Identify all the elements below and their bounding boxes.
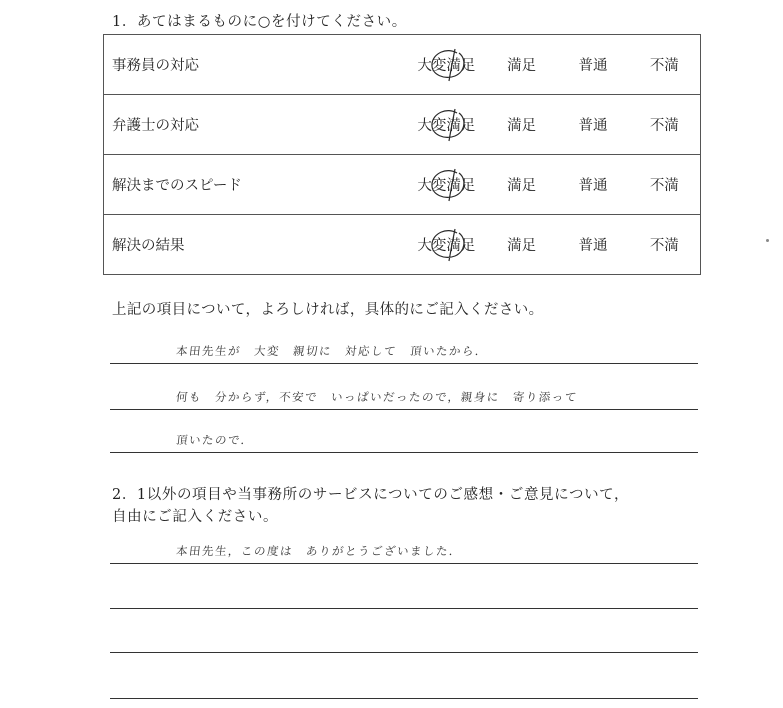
writing-line xyxy=(110,452,698,453)
row-label: 解決の結果 xyxy=(104,215,407,275)
hand-drawn-circle-mark xyxy=(427,227,471,263)
survey-row xyxy=(104,215,701,275)
option-cell[interactable] xyxy=(629,155,701,215)
option-label: 不満 xyxy=(649,118,679,134)
option-label: 普通 xyxy=(578,178,608,194)
satisfaction-table xyxy=(103,34,701,275)
option-label: 大変満足 xyxy=(417,178,476,194)
option-cell[interactable] xyxy=(407,155,486,215)
writing-line xyxy=(110,563,698,564)
writing-line xyxy=(110,698,698,699)
comment-instruction: 上記の項目について，よろしければ，具体的にご記入ください。 xyxy=(112,302,544,318)
option-label: 普通 xyxy=(578,118,608,134)
question-2-heading xyxy=(112,484,629,528)
survey-row xyxy=(104,155,701,215)
writing-line xyxy=(110,652,698,653)
survey-row xyxy=(104,95,701,155)
writing-line xyxy=(110,608,698,609)
handwritten-comment: 頂いたので． xyxy=(175,433,255,447)
option-cell[interactable] xyxy=(486,215,557,275)
option-label: 満足 xyxy=(507,178,537,194)
row-label: 弁護士の対応 xyxy=(104,95,407,155)
option-label: 満足 xyxy=(507,238,537,254)
handwritten-comment: 何も 分からず，不安で いっぱいだったので，親身に 寄り添って xyxy=(175,390,579,404)
option-label: 大変満足 xyxy=(417,118,476,134)
scan-speck xyxy=(766,239,769,242)
writing-line xyxy=(110,409,698,410)
handwritten-comment: 本田先生が 大変 親切に 対応して 頂いたから． xyxy=(175,344,489,358)
option-cell[interactable] xyxy=(407,95,486,155)
option-label: 不満 xyxy=(649,178,679,194)
hand-drawn-circle-mark xyxy=(427,47,471,83)
option-label: 大変満足 xyxy=(417,238,476,254)
hand-drawn-circle-mark xyxy=(427,167,471,203)
option-label: 満足 xyxy=(507,118,537,134)
option-cell[interactable] xyxy=(557,35,628,95)
option-cell[interactable] xyxy=(407,35,486,95)
option-label: 普通 xyxy=(578,238,608,254)
option-label: 大変満足 xyxy=(417,58,476,74)
option-cell[interactable] xyxy=(629,35,701,95)
row-label: 解決までのスピード xyxy=(104,155,407,215)
handwritten-comment: 本田先生，この度は ありがとうございました． xyxy=(175,544,463,558)
option-cell[interactable] xyxy=(557,95,628,155)
survey-row xyxy=(104,35,701,95)
option-label: 不満 xyxy=(649,238,679,254)
option-cell[interactable] xyxy=(557,155,628,215)
question-2-line-2: 自由にご記入ください。 xyxy=(112,509,279,525)
option-cell[interactable] xyxy=(486,95,557,155)
option-label: 満足 xyxy=(507,58,537,74)
option-label: 普通 xyxy=(578,58,608,74)
option-cell[interactable] xyxy=(407,215,486,275)
option-cell[interactable] xyxy=(486,155,557,215)
option-cell[interactable] xyxy=(629,95,701,155)
option-cell[interactable] xyxy=(557,215,628,275)
row-label: 事務員の対応 xyxy=(104,35,407,95)
question-2-line-1: 2．1以外の項目や当事務所のサービスについてのご感想・ご意見について， xyxy=(112,487,630,503)
hand-drawn-circle-mark xyxy=(427,107,471,143)
question-1-heading: 1．あてはまるものに○を付けてください。 xyxy=(112,14,407,30)
option-cell[interactable] xyxy=(486,35,557,95)
option-label: 不満 xyxy=(649,58,679,74)
option-cell[interactable] xyxy=(629,215,701,275)
writing-line xyxy=(110,363,698,364)
